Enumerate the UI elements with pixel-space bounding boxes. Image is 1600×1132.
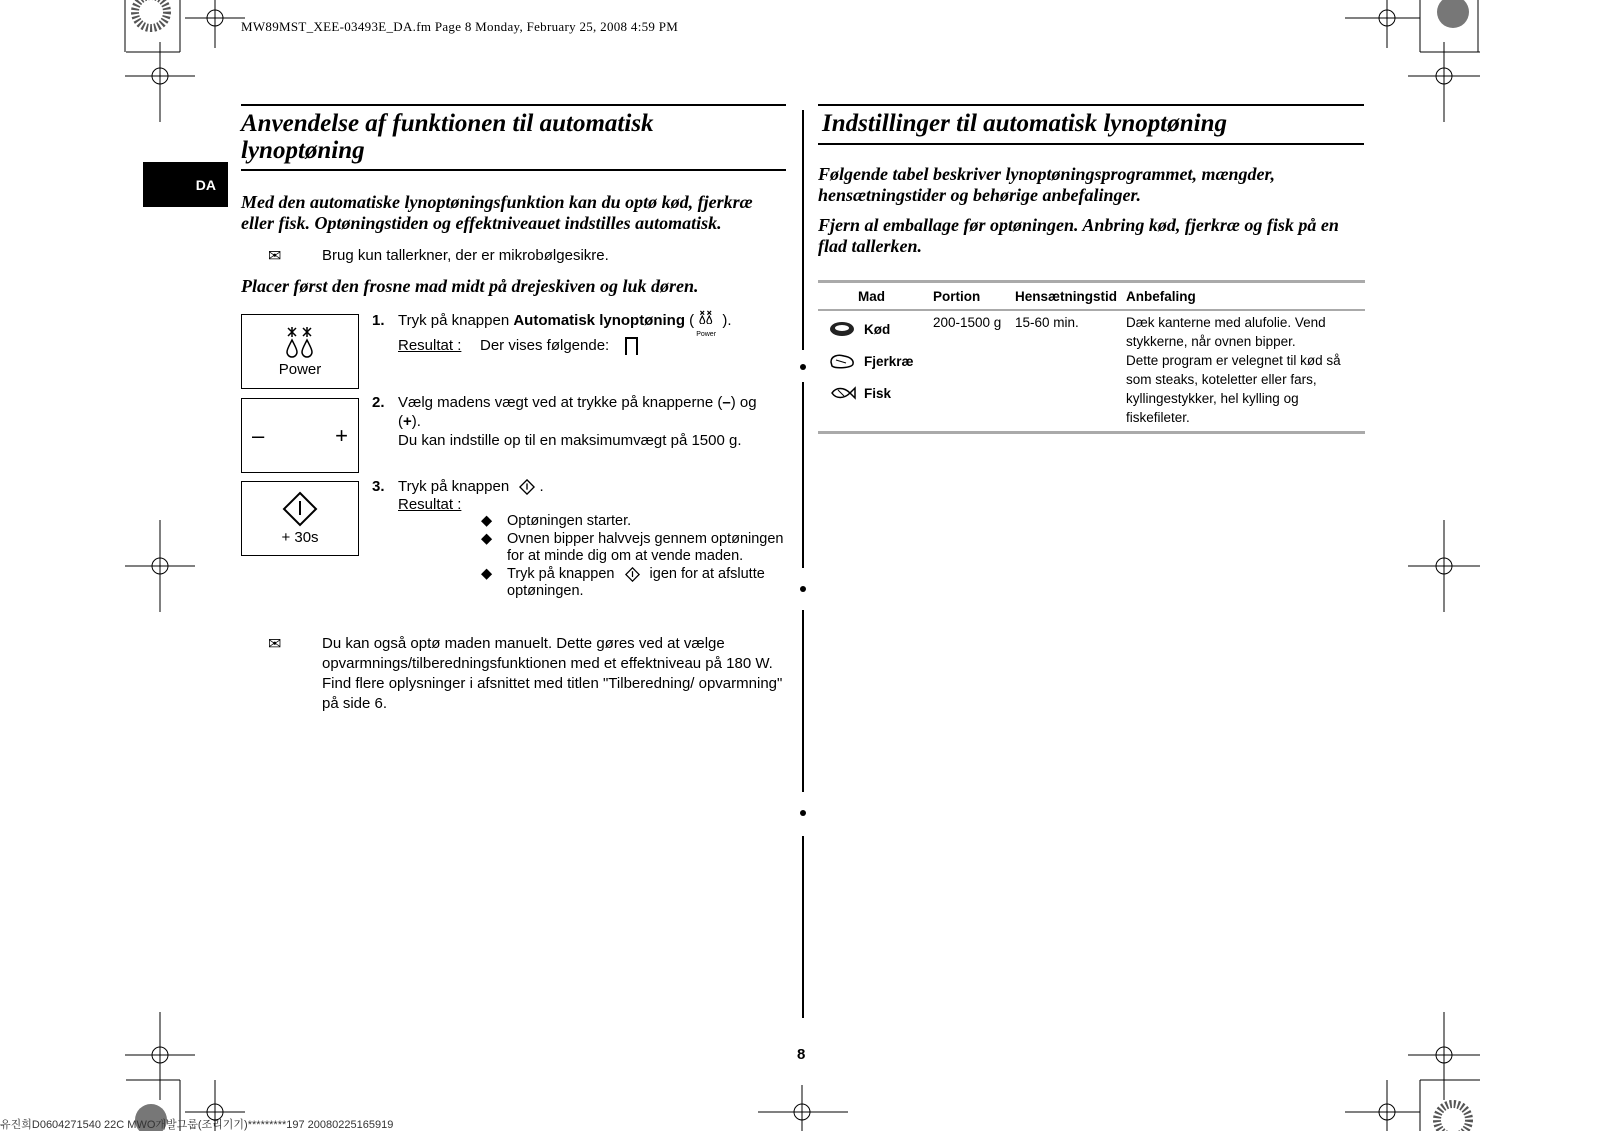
- bullet-item: [481, 566, 791, 600]
- bullet-item: [481, 513, 791, 530]
- step-2-number: 2.: [372, 394, 385, 411]
- step-2-line3: Du kan indstille op til en maksimumvægt på 1500 g.: [398, 432, 742, 449]
- defrost-small-icon-caption: Power: [696, 330, 717, 338]
- note-icon: ✉: [268, 636, 282, 653]
- step-1-bold: Automatisk lynoptøning: [513, 312, 686, 329]
- step-1-number: 1.: [372, 312, 385, 329]
- header-standing-time: Hensætningstid: [1015, 288, 1118, 304]
- right-title: Indstillinger til automatisk lynoptøning: [822, 110, 1227, 137]
- defrost-power-icon: [283, 325, 317, 359]
- bullet-text: Ovnen bipper halvvejs gennem optøningen for at minde dig om at vende maden.: [507, 531, 784, 564]
- step-3: [372, 477, 792, 496]
- step-1-pre: Tryk på knappen: [398, 312, 514, 329]
- note-manual-defrost: Du kan også optø maden manuelt. Dette gøres ved at vælge opvarmnings/tilberedningsfunktionen med et effektniveau på 180 W. Find flere oplysninger i afsnittet med titlen "Tilberedning/ opvarmning" på side 6.: [322, 635, 783, 712]
- step-2-line1: Vælg madens vægt ved at trykke på knapperne (: [398, 394, 723, 411]
- step-2: [372, 393, 792, 450]
- bullet-last-post: igen for at afslutte optøningen.: [507, 566, 765, 599]
- recommendation-cell: [1126, 313, 1364, 427]
- divider-dot: [800, 810, 806, 816]
- step-2-plus-icon: +: [403, 413, 412, 430]
- meat-icon: [828, 320, 856, 338]
- defrost-small-icon: [694, 310, 718, 338]
- defrost-table: [818, 280, 1365, 434]
- column-divider: [802, 836, 804, 1018]
- table-bottom-rule: [818, 431, 1365, 434]
- recommendation-line: som steaks, koteletter eller fars,: [1126, 372, 1317, 387]
- page-number: 8: [797, 1046, 806, 1063]
- auto-defrost-button-illustration: [241, 314, 359, 389]
- recommendation-line: fiskefileter.: [1126, 410, 1190, 425]
- step-1-post: (: [685, 312, 695, 329]
- fish-icon: [828, 384, 856, 402]
- left-title-bottom-rule: [241, 169, 786, 171]
- step-3-result-label: Resultat :: [398, 496, 462, 513]
- column-divider: [802, 382, 804, 568]
- step-1-result: [398, 336, 638, 355]
- recommendation-line: kyllingestykker, hel kylling og: [1126, 391, 1299, 406]
- step-2-line2-end: ).: [411, 413, 421, 430]
- recommendation-line: Dæk kanterne med alufolie. Vend: [1126, 315, 1326, 330]
- portion-cell: 200-1500 g: [933, 315, 1002, 330]
- left-title-top-rule: [241, 104, 786, 106]
- food-item-poultry: Fjerkræ: [818, 345, 933, 377]
- left-title: Anvendelse af funktionen til automatisk lynoptøning: [241, 110, 654, 164]
- start-button-illustration: [241, 481, 359, 556]
- minus-icon: –: [252, 422, 265, 448]
- step-1-result-text: Der vises følgende:: [480, 337, 610, 354]
- weight-buttons-illustration: [241, 398, 359, 473]
- step-2-line2-start: (: [398, 413, 403, 430]
- bullet-text: Optøningen starter.: [507, 513, 632, 529]
- step-2-line1-end: ) og: [730, 394, 757, 411]
- step-3-bullets: [481, 513, 791, 600]
- start-small-icon: [625, 567, 640, 582]
- poultry-icon: [828, 352, 856, 370]
- divider-dot: [800, 364, 806, 370]
- step-3-text: Tryk på knappen: [398, 478, 510, 495]
- header-portion: Portion: [933, 288, 981, 304]
- bullet-text: [507, 566, 791, 600]
- start-diamond-icon: [282, 491, 318, 527]
- step-3-number: 3.: [372, 478, 385, 495]
- food-item-fish: Fisk: [818, 377, 933, 409]
- language-tab: DA: [143, 162, 228, 207]
- bullet-diamond-icon: ◆: [481, 531, 493, 547]
- header-food: Mad: [858, 288, 885, 304]
- right-para-2: Fjern al emballage før optøningen. Anbring kød, fjerkræ og fisk på en flad tallerken.: [818, 215, 1339, 256]
- step-3-text-end: .: [539, 478, 544, 495]
- right-para-1: Følgende tabel beskriver lynoptøningsprogrammet, mængder, hensætningstider og behørige anbefalinger.: [818, 164, 1276, 205]
- bullet-diamond-icon: ◆: [481, 566, 493, 582]
- placer-instruction: Placer først den frosne mad midt på drejeskiven og luk døren.: [241, 276, 699, 296]
- food-item-meat: Kød: [818, 313, 933, 345]
- display-segment-icon: [625, 337, 638, 355]
- recommendation-line: stykkerne, når ovnen bipper.: [1126, 334, 1296, 349]
- bullet-last-pre: Tryk på knappen: [507, 566, 615, 582]
- step-2-minus-icon: –: [722, 394, 731, 411]
- power-button-label: Power: [278, 361, 322, 378]
- right-title-bottom-rule: [818, 143, 1364, 145]
- start-button-label: + 30s: [281, 529, 319, 546]
- column-divider: [802, 110, 804, 350]
- standing-time-cell: 15-60 min.: [1015, 315, 1079, 330]
- recommendation-line: Dette program er velegnet til kød så: [1126, 353, 1341, 368]
- food-column: [818, 313, 933, 427]
- plus-icon: +: [335, 422, 348, 448]
- step-1-result-label: Resultat :: [398, 337, 462, 354]
- step-1-post-end: ).: [718, 312, 732, 329]
- bullet-diamond-icon: ◆: [481, 513, 493, 529]
- header-recommendation: Anbefaling: [1126, 288, 1196, 304]
- footer-print-info: 유진희D0604271540 22C MWO개발그룹(조리기기)*********197 20080225165919: [0, 1119, 394, 1131]
- column-divider: [802, 610, 804, 792]
- note-microwave-safe: Brug kun tallerkner, der er mikrobølgesikre.: [322, 247, 609, 264]
- note-icon: ✉: [268, 248, 282, 265]
- step-1: [372, 311, 792, 338]
- file-info-header: MW89MST_XEE-03493E_DA.fm Page 8 Monday, February 25, 2008 4:59 PM: [241, 19, 679, 34]
- table-row: [818, 311, 1365, 427]
- right-title-top-rule: [818, 104, 1364, 106]
- left-intro: Med den automatiske lynoptøningsfunktion kan du optø kød, fjerkræ eller fisk. Optøningstiden og effektniveauet indstilles automatisk.: [241, 192, 753, 233]
- table-header-row: [818, 283, 1365, 309]
- divider-dot: [800, 586, 806, 592]
- start-small-icon: [519, 479, 535, 495]
- bullet-item: [481, 531, 791, 565]
